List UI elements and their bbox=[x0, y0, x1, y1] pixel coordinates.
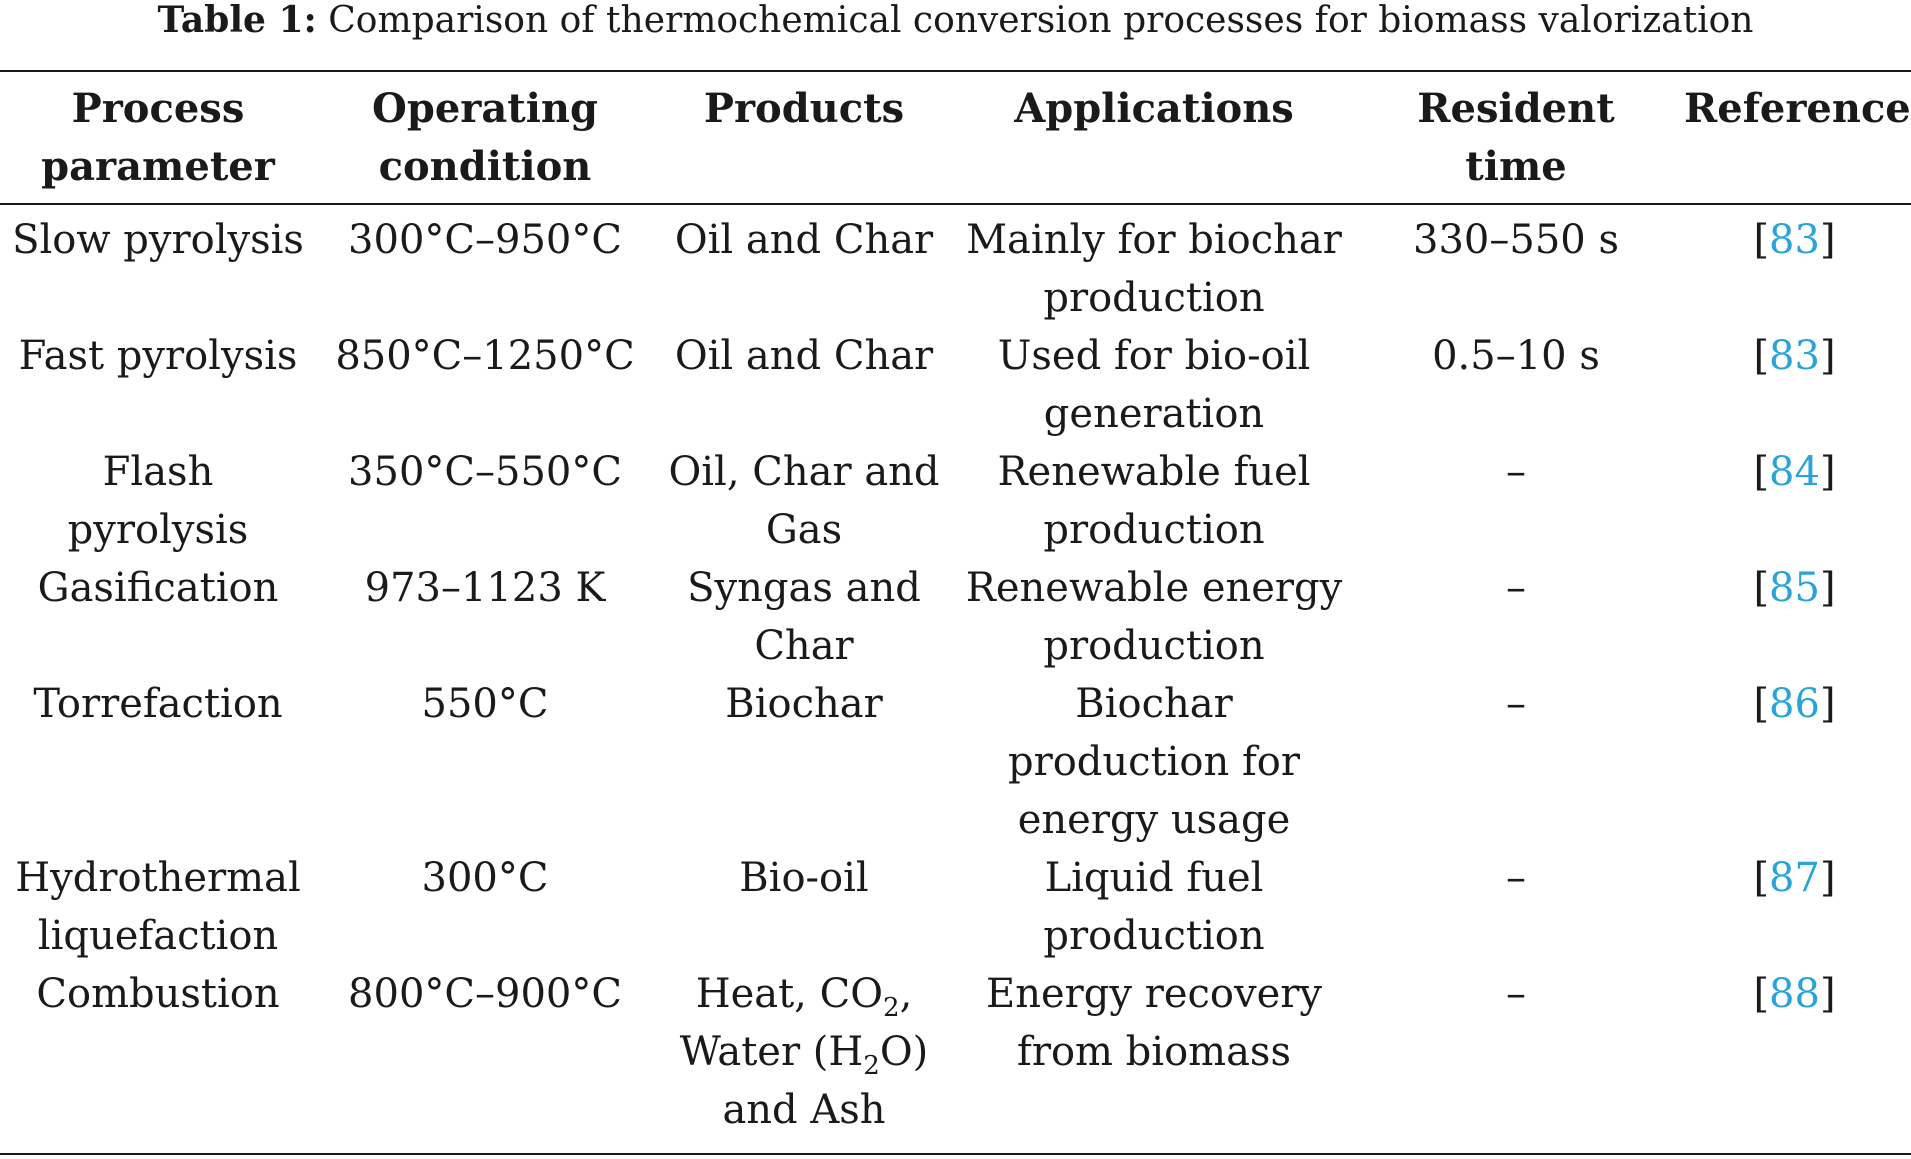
caption-label: Table 1: bbox=[157, 0, 317, 41]
cell-process: Hydrothermal liquefaction bbox=[15, 855, 301, 959]
cell-reference: [83] bbox=[1753, 217, 1836, 263]
reference-link[interactable]: 83 bbox=[1769, 217, 1820, 263]
cell-condition: 800°C–900°C bbox=[348, 971, 622, 1017]
cell-condition: 300°C–950°C bbox=[348, 217, 622, 263]
products-text-b: , Water (H bbox=[679, 971, 913, 1075]
cell-products: Syngas and Char bbox=[687, 565, 921, 669]
table-row bbox=[0, 559, 1911, 675]
cell-reference: [87] bbox=[1753, 855, 1836, 901]
cell-reference: [83] bbox=[1753, 333, 1836, 379]
cell-applications: Mainly for biochar production bbox=[966, 217, 1342, 321]
cell-time: – bbox=[1506, 449, 1526, 495]
cell-reference: [88] bbox=[1753, 971, 1836, 1017]
comparison-table bbox=[0, 72, 1911, 1139]
products-text-a: Heat, CO bbox=[695, 971, 884, 1017]
cell-applications: Energy recovery from biomass bbox=[986, 971, 1322, 1075]
cell-time: – bbox=[1506, 855, 1526, 901]
cell-time: 330–550 s bbox=[1413, 217, 1619, 263]
header-reference: Reference bbox=[1684, 85, 1911, 132]
cell-products: Biochar bbox=[725, 681, 883, 727]
cell-applications: Used for bio-oil generation bbox=[997, 333, 1311, 437]
cell-products bbox=[654, 965, 954, 1139]
products-text-c: O) and Ash bbox=[722, 1029, 929, 1133]
table-row bbox=[0, 965, 1911, 1139]
cell-reference: [84] bbox=[1753, 449, 1836, 495]
reference-link[interactable]: 88 bbox=[1769, 971, 1820, 1017]
cell-time: – bbox=[1506, 565, 1526, 611]
cell-process: Fast pyrolysis bbox=[18, 333, 298, 379]
cell-condition: 973–1123 K bbox=[364, 565, 606, 611]
cell-products: Oil and Char bbox=[674, 217, 934, 263]
header-row bbox=[0, 72, 1911, 203]
cell-process: Torrefaction bbox=[33, 681, 283, 727]
reference-link[interactable]: 86 bbox=[1769, 681, 1820, 727]
cell-time: – bbox=[1506, 971, 1526, 1017]
header-operating-condition: Operating condition bbox=[372, 85, 598, 190]
cell-condition: 850°C–1250°C bbox=[335, 333, 635, 379]
table-row bbox=[0, 443, 1911, 559]
cell-reference: [86] bbox=[1753, 681, 1836, 727]
header-resident-time: Resident time bbox=[1417, 85, 1615, 190]
cell-time: 0.5–10 s bbox=[1432, 333, 1600, 379]
table-row bbox=[0, 675, 1911, 849]
cell-applications: Biochar production for energy usage bbox=[1007, 681, 1300, 843]
cell-applications: Renewable fuel production bbox=[997, 449, 1311, 553]
cell-process: Combustion bbox=[36, 971, 280, 1017]
cell-applications: Liquid fuel production bbox=[1043, 855, 1265, 959]
reference-link[interactable]: 87 bbox=[1769, 855, 1820, 901]
cell-products: Oil, Char and Gas bbox=[668, 449, 940, 553]
header-products: Products bbox=[703, 85, 905, 132]
cell-process: Slow pyrolysis bbox=[12, 217, 304, 263]
table-row bbox=[0, 327, 1911, 443]
reference-link[interactable]: 83 bbox=[1769, 333, 1820, 379]
cell-process: Flash pyrolysis bbox=[67, 449, 249, 553]
subscript-2: 2 bbox=[863, 1051, 880, 1081]
table-caption bbox=[0, 0, 1911, 41]
header-applications: Applications bbox=[1014, 85, 1294, 132]
reference-link[interactable]: 84 bbox=[1769, 449, 1820, 495]
cell-products: Bio-oil bbox=[739, 855, 869, 901]
cell-condition: 300°C bbox=[421, 855, 549, 901]
subscript-2: 2 bbox=[883, 993, 900, 1023]
cell-applications: Renewable energy production bbox=[965, 565, 1343, 669]
header-process-parameter: Process parameter bbox=[41, 85, 275, 190]
cell-condition: 350°C–550°C bbox=[348, 449, 622, 495]
cell-condition: 550°C bbox=[421, 681, 549, 727]
cell-products: Oil and Char bbox=[674, 333, 934, 379]
table-row bbox=[0, 849, 1911, 965]
cell-time: – bbox=[1506, 681, 1526, 727]
cell-reference: [85] bbox=[1753, 565, 1836, 611]
caption-text: Comparison of thermochemical conversion processes for biomass valorization bbox=[328, 0, 1754, 41]
table-row bbox=[0, 203, 1911, 327]
cell-process: Gasification bbox=[37, 565, 279, 611]
bottom-rule bbox=[0, 1153, 1911, 1155]
reference-link[interactable]: 85 bbox=[1769, 565, 1820, 611]
